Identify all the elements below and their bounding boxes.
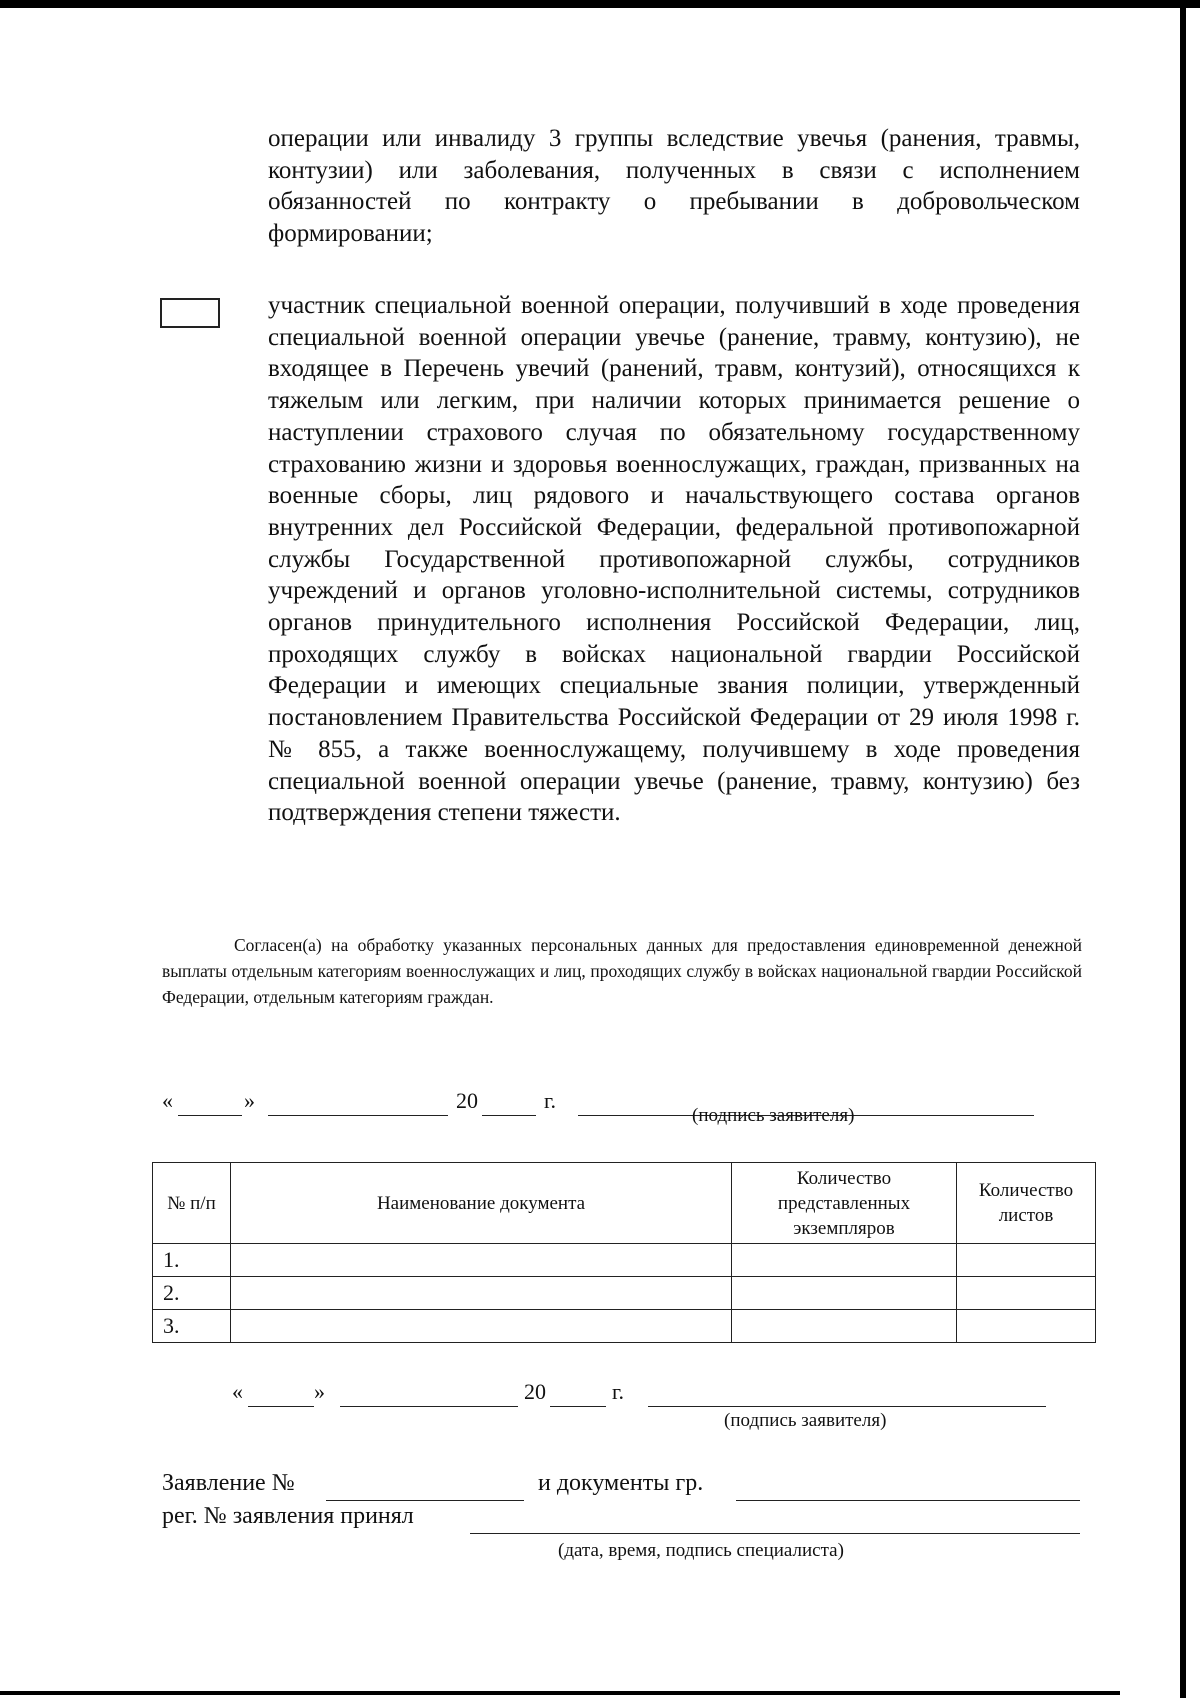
scan-edge-right bbox=[1180, 0, 1186, 1698]
row-number: 1. bbox=[153, 1244, 231, 1277]
signature-caption-1: (подпись заявителя) bbox=[692, 1105, 855, 1126]
row-number: 3. bbox=[153, 1310, 231, 1343]
specialist-caption: (дата, время, подпись специалиста) bbox=[558, 1540, 844, 1561]
year-suffix: г. bbox=[612, 1379, 625, 1404]
signature-row-1 bbox=[0, 1088, 1200, 1118]
registration-row-2 bbox=[0, 1503, 1200, 1537]
close-quote: » bbox=[314, 1379, 325, 1404]
table-header-row bbox=[153, 1163, 1096, 1244]
received-field[interactable] bbox=[470, 1533, 1080, 1534]
year-prefix: 20 bbox=[524, 1379, 546, 1404]
year-suffix: г. bbox=[544, 1088, 557, 1113]
documents-label: и документы гр. bbox=[538, 1470, 704, 1496]
signature-row-2 bbox=[0, 1379, 1200, 1409]
statement-number-field[interactable] bbox=[326, 1500, 524, 1501]
header-copies-count: Количество представленных экземпляров bbox=[732, 1163, 957, 1244]
sheets-cell[interactable] bbox=[957, 1244, 1096, 1277]
copies-cell[interactable] bbox=[732, 1310, 957, 1343]
consent-text: Согласен(а) на обработку указанных персональных данных для предоставления единовременной денежной выплаты отдельным категориям военнослужащих и лиц, проходящих службу в войсках национальной гвардии Российской Федерации, отдельным категориям граждан. bbox=[162, 935, 1082, 1007]
sheets-cell[interactable] bbox=[957, 1277, 1096, 1310]
paragraph-svo-participant: участник специальной военной операции, получивший в ходе проведения специальной военной операции увечье (ранение, травму, контузию), не входящее в Перечень увечий (ранений, травм, контузий), относящихся к тяжелым или легким, при наличии которых принимается решение о наступлении страхового случая по обязательному государственному страхованию жизни и здоровья военнослужащих, граждан, призванных на военные сборы, лиц рядового и начальствующего состава органов внутренних дел Российской Федерации, федеральной противопожарной службы Государственной противопожарной службы, сотрудников учреждений и органов уголовно-исполнительной системы, сотрудников органов принудительного исполнения Российской Федерации, лиц, проходящих службу в войсках национальной гвардии Российской Федерации и имеющих специальные звания полиции, утвержденный постановлением Правительства Российской Федерации от 29 июля 1998 г. № 855, а также военнослужащему, получившему в ходе проведения специальной военной операции увечье (ранение, травму, контузию) без подтверждения степени тяжести. bbox=[268, 292, 1080, 827]
table-row bbox=[153, 1277, 1096, 1310]
statement-number-label: Заявление № bbox=[162, 1470, 295, 1496]
table-row bbox=[153, 1310, 1096, 1343]
scan-edge-top bbox=[0, 0, 1200, 8]
copies-cell[interactable] bbox=[732, 1244, 957, 1277]
scan-edge-bottom bbox=[0, 1691, 1120, 1695]
year-prefix: 20 bbox=[456, 1088, 478, 1113]
registration-row-1 bbox=[0, 1470, 1200, 1504]
header-number: № п/п bbox=[153, 1163, 231, 1244]
signature-caption-2: (подпись заявителя) bbox=[724, 1410, 887, 1431]
day-field[interactable] bbox=[178, 1115, 242, 1116]
day-field[interactable] bbox=[248, 1406, 314, 1407]
header-sheets-count: Количество листов bbox=[957, 1163, 1096, 1244]
header-document-name: Наименование документа bbox=[231, 1163, 732, 1244]
month-field[interactable] bbox=[340, 1406, 518, 1407]
month-field[interactable] bbox=[268, 1115, 448, 1116]
year-field[interactable] bbox=[482, 1115, 536, 1116]
row-number: 2. bbox=[153, 1277, 231, 1310]
paragraph-disability-continuation: операции или инвалиду 3 группы вследствие увечья (ранения, травмы, контузии) или заболевания, полученных в связи с исполнением обязанностей по контракту о пребывании в добровольческом формировании; bbox=[268, 125, 1080, 248]
option-checkbox[interactable] bbox=[160, 298, 220, 328]
copies-cell[interactable] bbox=[732, 1277, 957, 1310]
open-quote: « bbox=[232, 1379, 243, 1404]
document-name-cell[interactable] bbox=[231, 1310, 732, 1343]
applicant-signature-field[interactable] bbox=[648, 1406, 1046, 1407]
sheets-cell[interactable] bbox=[957, 1310, 1096, 1343]
close-quote: » bbox=[244, 1088, 255, 1113]
open-quote: « bbox=[162, 1088, 173, 1113]
received-label: рег. № заявления принял bbox=[162, 1503, 414, 1529]
table-row bbox=[153, 1244, 1096, 1277]
citizen-name-field[interactable] bbox=[736, 1500, 1080, 1501]
document-name-cell[interactable] bbox=[231, 1277, 732, 1310]
documents-table bbox=[152, 1162, 1096, 1343]
year-field[interactable] bbox=[550, 1406, 606, 1407]
document-name-cell[interactable] bbox=[231, 1244, 732, 1277]
